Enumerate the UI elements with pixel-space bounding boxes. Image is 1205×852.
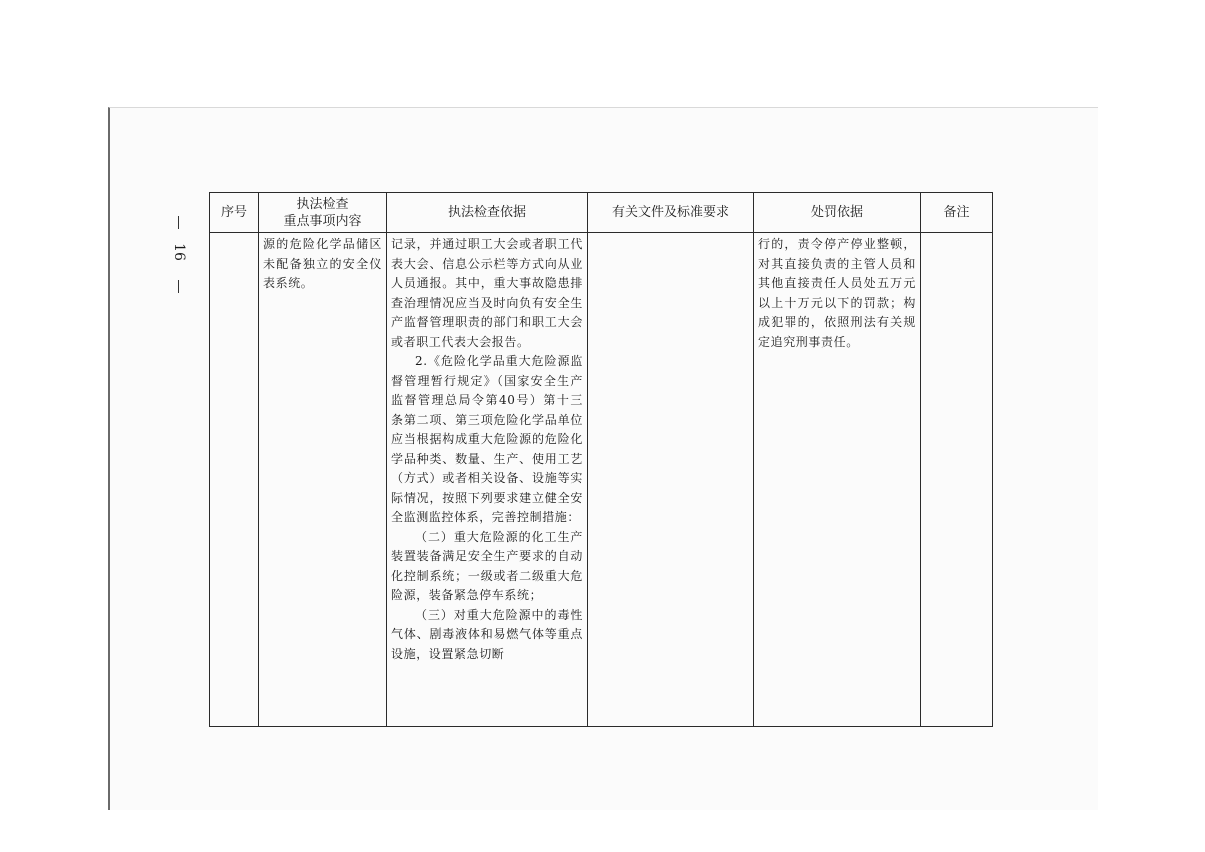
table-header-row [210,193,993,233]
table-row [210,233,993,727]
cell-basis [387,233,588,727]
basis-paragraph: （三）对重大危险源中的毒性气体、剧毒液体和易燃气体等重点设施，设置紧急切断 [391,607,583,661]
page-number-marker [167,216,191,296]
page-number-dash-top [178,216,179,229]
header-seq: 序号 [210,193,259,233]
header-content-line1: 执法检查 [296,196,349,212]
header-remarks: 备注 [921,193,993,233]
basis-paragraph: 记录，并通过职工大会或者职工代表大会、信息公示栏等方式向从业人员通报。其中，重大事故隐患排查治理情况应当及时向负有安全生产监督管理职责的部门和职工大会或者职工代表大会报告。 [391,237,583,349]
header-content [259,193,387,233]
enforcement-table [209,192,993,727]
basis-paragraph: （二）重大危险源的化工生产装置装备满足安全生产要求的自动化控制系统；一级或者二级重大危险源，装备紧急停车系统； [391,529,583,602]
cell-content: 源的危险化学品储区未配备独立的安全仪表系统。 [259,233,387,727]
cell-standards [588,233,754,727]
header-content-line2: 重点事项内容 [283,213,362,229]
cell-seq [210,233,259,727]
header-penalty: 处罚依据 [754,193,921,233]
header-standards: 有关文件及标准要求 [588,193,754,233]
page-number: 16 [171,243,187,261]
page-number-dash-bottom [178,280,179,293]
header-basis: 执法检查依据 [387,193,588,233]
cell-remarks [921,233,993,727]
cell-penalty: 行的，责令停产停业整顿，对其直接负责的主管人员和其他直接责任人员处五万元以上十万元以下的罚款；构成犯罪的，依照刑法有关规定追究刑事责任。 [754,233,921,727]
basis-paragraph: 2.《危险化学品重大危险源监督管理暂行规定》（国家安全生产监督管理总局令第40号）第十三条第二项、第三项危险化学品单位应当根据构成重大危险源的危险化学品种类、数量、生产、使用工艺（方式）或者相关设备、设施等实际情况，按照下列要求建立健全安全监测监控体系，完善控制措施： [391,354,583,524]
